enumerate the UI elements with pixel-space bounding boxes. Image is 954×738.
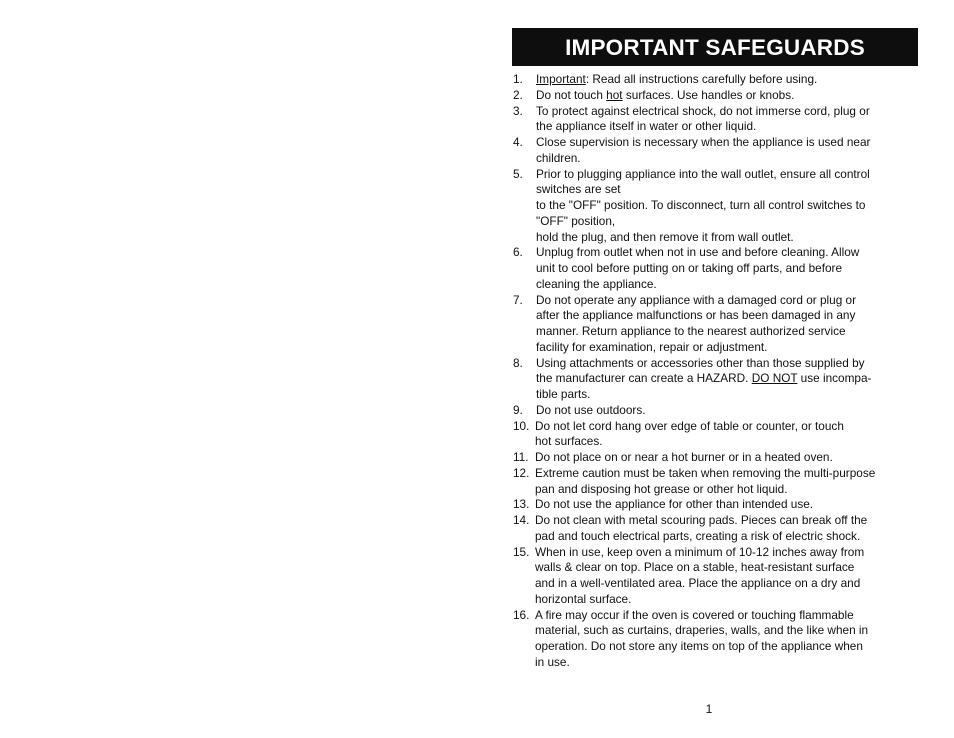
item-number: 9. <box>513 402 523 417</box>
list-item <box>512 245 918 292</box>
item-number: 14. <box>513 513 530 527</box>
item-line: pan and disposing hot grease or other hot liquid. <box>535 481 788 496</box>
item-line: cleaning the appliance. <box>536 276 657 291</box>
item-number: 8. <box>513 355 523 370</box>
title-banner <box>512 28 918 66</box>
list-item <box>512 513 918 545</box>
item-line: material, such as curtains, draperies, walls, and the like when in <box>535 623 869 638</box>
item-number: 3. <box>513 103 523 118</box>
item-line: Do not clean with metal scouring pads. Pieces can break off the <box>535 513 868 527</box>
item-text <box>536 88 918 104</box>
item-line: hot surfaces. <box>535 434 603 449</box>
do-not-label: DO NOT <box>751 371 798 386</box>
item-line: after the appliance malfunctions or has been damaged in any <box>536 308 856 323</box>
item-line-text: use incompa- <box>797 371 872 386</box>
item-line: horizontal surface. <box>535 591 632 606</box>
list-item <box>512 466 918 498</box>
important-label: Important <box>536 72 586 86</box>
item-line: Unplug from outlet when not in use and before cleaning. Allow <box>536 245 860 260</box>
item-text <box>536 135 918 167</box>
item-line: When in use, keep oven a minimum of 10-12 inches away from <box>535 544 865 559</box>
item-line: Do not operate any appliance with a damaged cord or plug or <box>536 292 857 307</box>
list-item <box>512 403 918 419</box>
item-line: Do not let cord hang over edge of table or counter, or touch <box>535 418 844 433</box>
page-number-text: 1 <box>705 702 713 716</box>
item-number: 7. <box>513 292 523 307</box>
item-text <box>535 545 918 608</box>
item-line <box>536 88 918 104</box>
list-item <box>512 545 918 608</box>
list-item <box>512 104 918 136</box>
item-line: the appliance itself in water or other liquid. <box>536 119 757 134</box>
list-item <box>512 450 918 466</box>
item-text <box>536 245 918 292</box>
item-number: 1. <box>513 72 523 86</box>
item-line: To protect against electrical shock, do not immerse cord, plug or <box>536 103 870 118</box>
item-line: Prior to plugging appliance into the wall outlet, ensure all control <box>536 166 870 181</box>
item-line: in use. <box>535 654 570 669</box>
item-line: Extreme caution must be taken when removing the multi-purpose <box>535 465 876 480</box>
item-line: to the "OFF" position. To disconnect, turn all control switches to <box>536 198 866 212</box>
page-title: IMPORTANT SAFEGUARDS <box>565 35 865 60</box>
item-number: 5. <box>513 166 523 181</box>
list-item <box>512 419 918 451</box>
item-line: manner. Return appliance to the nearest authorized service <box>536 324 846 338</box>
hot-label: hot <box>606 87 623 102</box>
list-item <box>512 88 918 104</box>
item-line: children. <box>536 150 581 165</box>
list-item <box>512 167 918 246</box>
item-line <box>536 371 918 387</box>
item-number: 11. <box>513 450 529 464</box>
list-item <box>512 293 918 356</box>
item-line-text: the manufacturer can create a HAZARD. <box>536 371 752 386</box>
item-text <box>535 497 918 513</box>
list-item <box>512 497 918 513</box>
item-number: 12. <box>513 465 530 480</box>
item-line: operation. Do not store any items on top of the appliance when <box>535 639 863 653</box>
item-text <box>536 356 918 403</box>
list-item <box>512 356 918 403</box>
item-text <box>536 293 918 356</box>
list-item <box>512 608 918 671</box>
item-line: and in a well-ventilated area. Place the appliance on a dry and <box>535 576 861 590</box>
item-line: A fire may occur if the oven is covered or touching flammable <box>535 607 854 622</box>
item-text <box>535 608 918 671</box>
item-line: Using attachments or accessories other than those supplied by <box>536 355 865 370</box>
manual-page <box>512 28 918 728</box>
item-text <box>535 466 918 498</box>
item-line: Close supervision is necessary when the appliance is used near <box>536 135 871 149</box>
item-text <box>536 104 918 136</box>
item-text <box>535 419 918 451</box>
item-text <box>536 72 918 88</box>
item-line: Do not use outdoors. <box>536 402 646 417</box>
item-line: pad and touch electrical parts, creating a risk of electric shock. <box>535 528 861 543</box>
item-number: 15. <box>513 544 530 559</box>
item-line: unit to cool before putting on or taking off parts, and before <box>536 261 843 275</box>
item-line-text: surfaces. Use handles or knobs. <box>622 87 795 102</box>
item-line: hold the plug, and then remove it from wall outlet. <box>536 229 794 244</box>
item-number: 13. <box>513 497 530 512</box>
item-text <box>535 450 918 466</box>
item-line: "OFF" position, <box>536 213 616 228</box>
item-line: switches are set <box>536 182 621 197</box>
item-number: 10. <box>513 418 530 433</box>
list-item <box>512 72 918 88</box>
item-number: 2. <box>513 87 523 102</box>
safeguards-list <box>512 72 918 671</box>
item-text <box>536 167 918 246</box>
item-line <box>536 72 918 88</box>
item-number: 6. <box>513 245 523 260</box>
item-line-text: : Read all instructions carefully before using. <box>585 72 818 86</box>
item-number: 16. <box>513 607 530 622</box>
item-number: 4. <box>513 135 523 149</box>
item-line: walls & clear on top. Place on a stable, heat-resistant surface <box>535 560 855 575</box>
item-line: facility for examination, repair or adjustment. <box>536 339 768 354</box>
item-text <box>535 513 918 545</box>
item-line: tible parts. <box>536 387 591 401</box>
page-number <box>512 702 918 716</box>
item-text <box>536 403 918 419</box>
item-line: Do not use the appliance for other than intended use. <box>535 497 814 512</box>
item-line-text: Do not touch <box>536 87 607 102</box>
item-line: Do not place on or near a hot burner or in a heated oven. <box>535 450 833 464</box>
list-item <box>512 135 918 167</box>
